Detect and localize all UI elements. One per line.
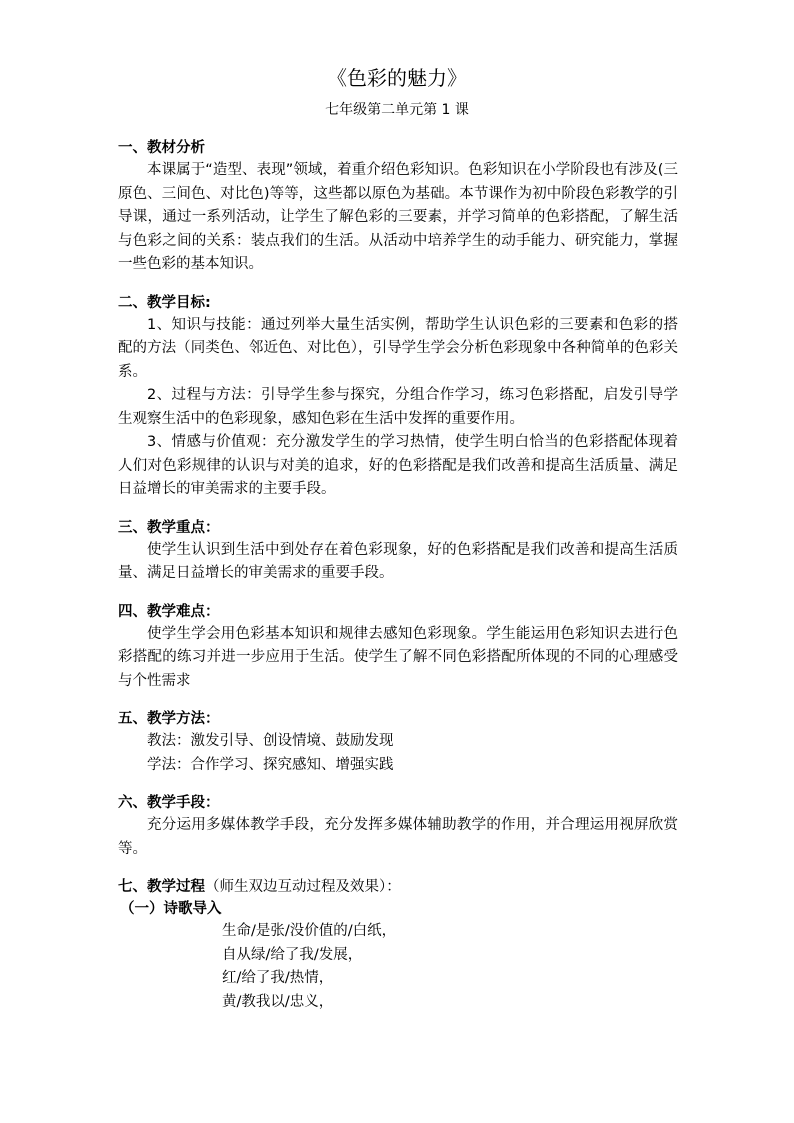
section-heading-objectives: 二、教学目标: <box>118 294 211 311</box>
document-body <box>118 137 678 1014</box>
paragraph: 使学生认识到生活中到处存在着色彩现象，好的色彩搭配是我们改善和提高生活质量、满足日益增长的审美需求的重要手段。 <box>118 541 678 581</box>
section-heading-key-points: 三、教学重点： <box>118 519 220 536</box>
section-heading-process <box>118 876 678 898</box>
paragraph: 使学生学会用色彩基本知识和规律去感知色彩现象。学生能运用色彩知识去进行色彩搭配的练习并进一步应用于生活。使学生了解不同色彩搭配所体现的不同的心理感受与个性需求 <box>118 625 678 689</box>
section-heading-analysis: 一、教材分析 <box>118 140 205 156</box>
subsection-heading-poem-intro: （一）诗歌导入 <box>120 901 222 917</box>
section-heading-process-note: （师生双边互动过程及效果）： <box>205 879 401 895</box>
paragraph: 充分运用多媒体教学手段，充分发挥多媒体辅助教学的作用，并合理运用视屏欣赏等。 <box>118 817 678 857</box>
poem-line: 红/给了我/热情， <box>222 970 334 986</box>
poem-line: 生命/是张/没价值的/白纸， <box>222 923 397 939</box>
paragraph: 本课属于“造型、表现”领域，着重介绍色彩知识。色彩知识在小学阶段也有涉及(三原色、三间色、对比色)等等，这些都以原色为基础。本节课作为初中阶段色彩教学的引导课，通过一系列活动，让学生了解色彩的三要素，并学习简单的色彩搭配，了解生活与色彩之间的关系：装点我们的生活。从活动中培养学生的动手能力、研究能力，掌握一些色彩的基本知识。 <box>118 162 678 272</box>
paragraph: 教法：激发引导、创设情境、鼓励发现 <box>147 733 394 749</box>
section-heading-process-main: 七、教学过程 <box>118 879 205 895</box>
paragraph: 1、知识与技能：通过列举大量生活实例，帮助学生认识色彩的三要素和色彩的搭配的方法（同类色、邻近色、对比色），引导学生学会分析色彩现象中各种简单的色彩关系。 <box>118 316 678 380</box>
poem-line: 自从绿/给了我/发展， <box>222 946 363 963</box>
section-heading-means: 六、教学手段： <box>118 795 220 811</box>
paragraph: 2、过程与方法：引导学生参与探究，分组合作学习，练习色彩搭配，启发引导学生观察生活中的色彩现象，感知色彩在生活中发挥的重要作用。 <box>118 387 678 427</box>
poem-line: 黄/教我以/忠义， <box>222 993 334 1010</box>
poem <box>222 920 678 1014</box>
paragraph: 学法：合作学习、探究感知、增强实践 <box>147 756 394 773</box>
document-subtitle: 七年级第二单元第 1 课 <box>325 102 469 118</box>
paragraph: 3、情感与价值观：充分激发学生的学习热情，使学生明白恰当的色彩搭配体现着人们对色彩规律的认识与对美的追求，好的色彩搭配是我们改善和提高生活质量、满足日益增长的审美需求的主要手段。 <box>118 434 678 497</box>
section-heading-methods: 五、教学方法： <box>118 711 220 727</box>
document-title: 《色彩的魅力》 <box>327 66 467 90</box>
section-heading-difficulties: 四、教学难点： <box>118 603 220 620</box>
